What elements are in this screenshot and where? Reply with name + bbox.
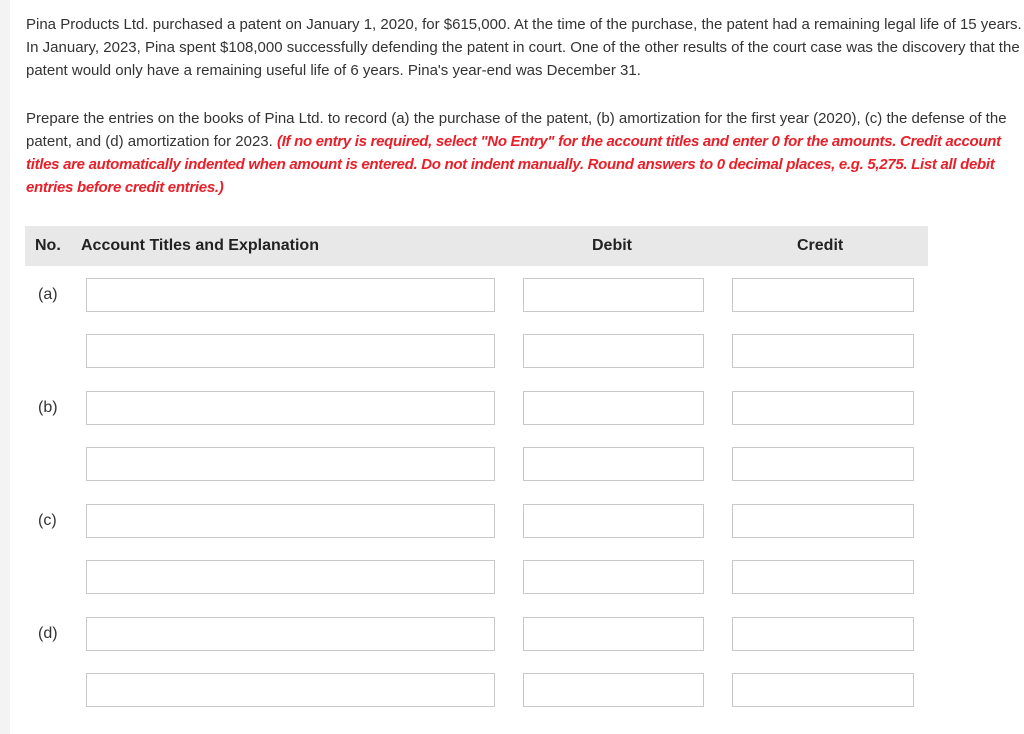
problem-statement: Pina Products Ltd. purchased a patent on January 1, 2020, for $615,000. At the time of the purchase, the patent had a remaining legal life of 15 years. In January, 2023, Pina spent $108,000 successfully defending the patent in court. One of the other results of the court case was the discovery that the patent would only have a remaining useful life of 6 years. Pina's year-end was December 31.	[26, 16, 1022, 79]
header-no: No.	[35, 237, 61, 254]
instructions-text: Prepare the entries on the books of Pina Ltd. to record (a) the purchase of the patent, (b) amortization for the first year (2020), (c) the defense of the patent, and (d) amortization for 2023.	[26, 110, 1007, 150]
account-title-field-c-1[interactable]	[86, 504, 495, 538]
credit-field-c-2[interactable]	[732, 560, 914, 594]
debit-field-c-1[interactable]	[523, 504, 704, 538]
credit-field-a-1[interactable]	[732, 278, 914, 312]
account-title-field-d-1[interactable]	[86, 617, 495, 651]
account-title-field-d-2[interactable]	[86, 673, 495, 707]
header-credit: Credit	[797, 237, 844, 254]
instructions	[26, 107, 1024, 199]
credit-field-c-1[interactable]	[732, 504, 914, 538]
account-title-field-b-1[interactable]	[86, 391, 495, 425]
account-title-field-b-2[interactable]	[86, 447, 495, 481]
credit-field-b-1[interactable]	[732, 391, 914, 425]
credit-field-a-2[interactable]	[732, 334, 914, 368]
entry-label-a: (a)	[38, 286, 58, 303]
header-account-titles: Account Titles and Explanation	[81, 237, 319, 254]
credit-field-d-2[interactable]	[732, 673, 914, 707]
debit-field-b-2[interactable]	[523, 447, 704, 481]
debit-field-d-2[interactable]	[523, 673, 704, 707]
account-title-field-c-2[interactable]	[86, 560, 495, 594]
entry-label-b: (b)	[38, 399, 58, 416]
debit-field-b-1[interactable]	[523, 391, 704, 425]
header-debit: Debit	[592, 237, 632, 254]
debit-field-a-2[interactable]	[523, 334, 704, 368]
credit-field-b-2[interactable]	[732, 447, 914, 481]
table-header	[25, 226, 928, 266]
instructions-emphasis: (If no entry is required, select "No Entry" for the account titles and enter 0 for the amounts. Credit account titles are automatically indented when amount is entered. Do not indent manually. Round answers to 0 decimal places, e.g. 5,275. List all debit entries before credit entries.)	[26, 133, 1001, 196]
account-title-field-a-1[interactable]	[86, 278, 495, 312]
debit-field-d-1[interactable]	[523, 617, 704, 651]
account-title-field-a-2[interactable]	[86, 334, 495, 368]
debit-field-a-1[interactable]	[523, 278, 704, 312]
entry-label-c: (c)	[38, 512, 57, 529]
entry-label-d: (d)	[38, 625, 58, 642]
debit-field-c-2[interactable]	[523, 560, 704, 594]
credit-field-d-1[interactable]	[732, 617, 914, 651]
